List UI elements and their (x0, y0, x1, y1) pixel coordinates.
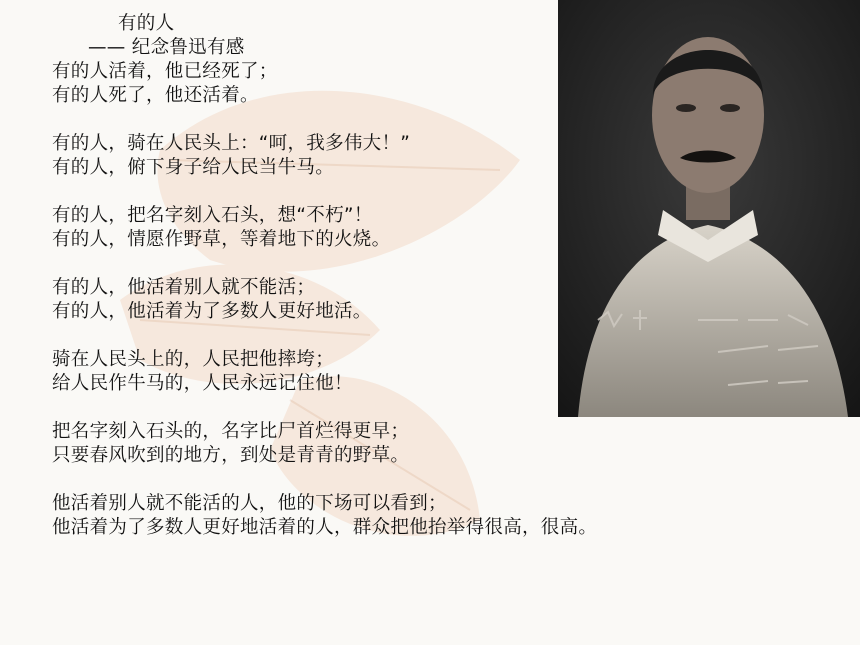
poem-line: 有的人，他活着别人就不能活； (52, 277, 316, 298)
poem-line: 有的人活着，他已经死了； (52, 61, 278, 82)
poem-line: 他活着为了多数人更好地活着的人，群众把他抬举得很高，很高。 (52, 517, 598, 538)
poem-line: 把名字刻入石头的，名字比尸首烂得更早； (52, 421, 410, 442)
poem-line: 有的人，把名字刻入石头，想“不朽”！ (52, 205, 373, 226)
poem-line: 有的人，俯下身子给人民当牛马。 (52, 157, 335, 178)
poem-line: 有的人，骑在人民头上：“呵，我多伟大！” (52, 133, 411, 154)
stanza-gap (52, 468, 812, 492)
poem-title: 有的人 (118, 13, 175, 34)
poem-subtitle: —— 纪念鲁迅有感 (88, 37, 245, 58)
poem-line: 他活着别人就不能活的人，他的下场可以看到； (52, 493, 447, 514)
poem-line: 骑在人民头上的，人民把他摔垮； (52, 349, 335, 370)
poem-line: 有的人，他活着为了多数人更好地活。 (52, 301, 372, 322)
poem-line: 有的人死了，他还活着。 (52, 85, 259, 106)
poem-line: 有的人，情愿作野草，等着地下的火烧。 (52, 229, 391, 250)
portrait-photo (558, 0, 860, 417)
poem-line: 只要春风吹到的地方，到处是青青的野草。 (52, 445, 410, 466)
poem-line: 给人民作牛马的，人民永远记住他！ (52, 373, 353, 394)
portrait-image (558, 0, 860, 417)
